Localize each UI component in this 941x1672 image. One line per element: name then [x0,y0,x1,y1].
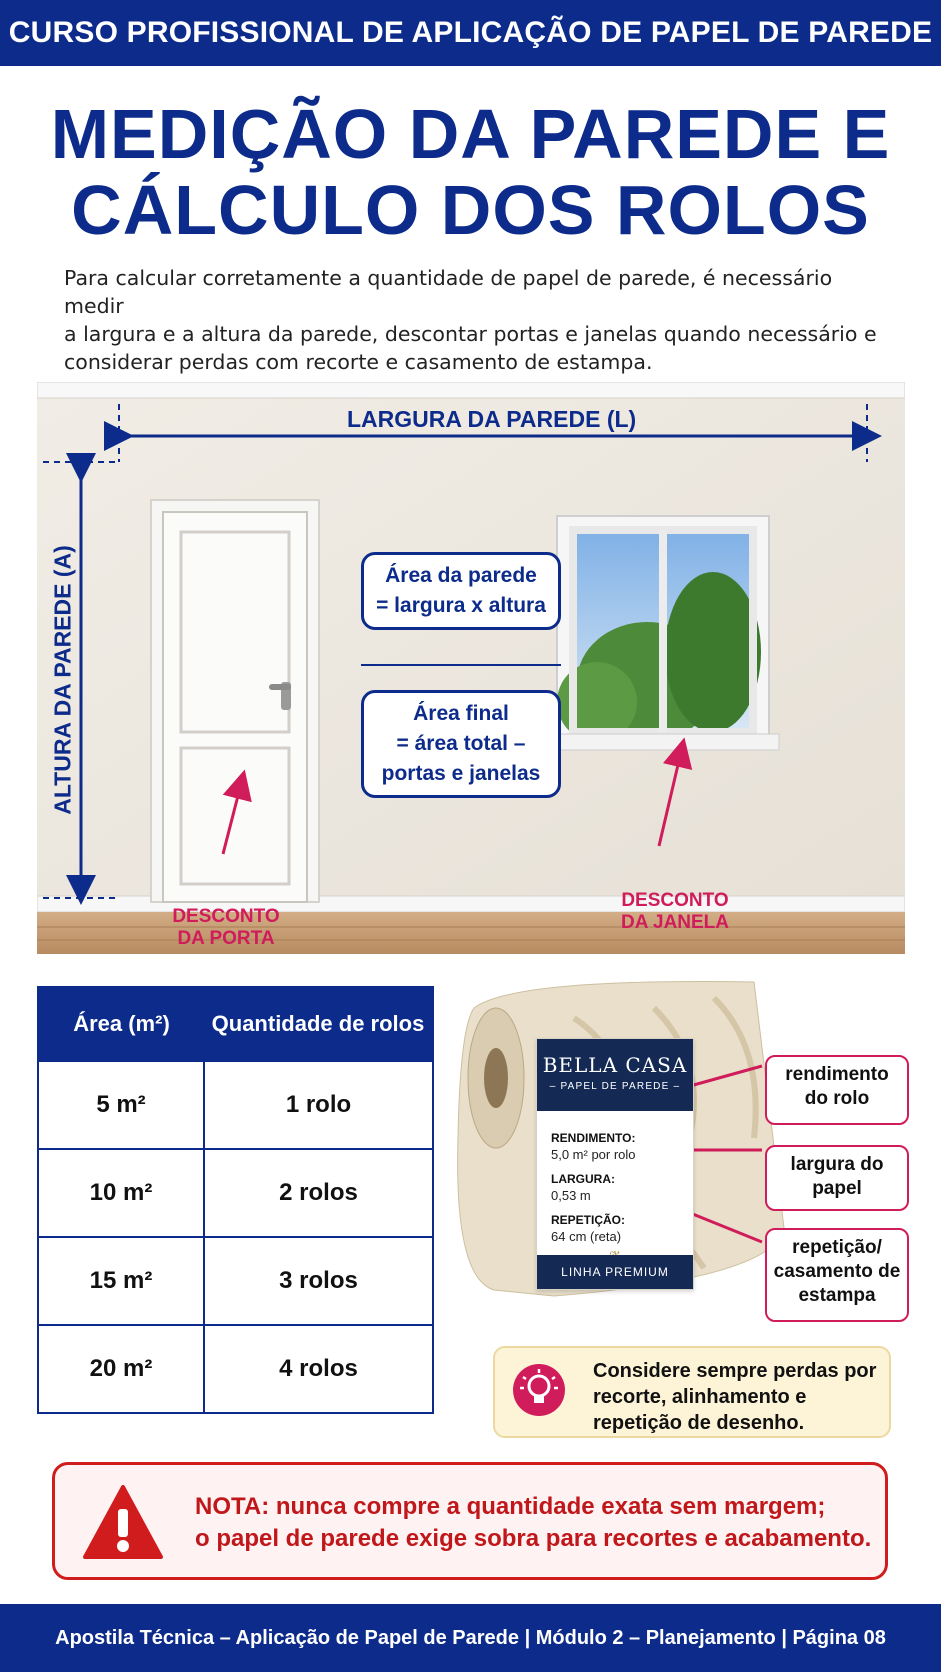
roll-label-header [537,1039,693,1111]
roll-width-key: LARGURA: [551,1172,615,1186]
callout-width-line1: largura do [790,1154,884,1175]
window-discount-label [615,890,735,934]
note-box [52,1462,888,1580]
table-cell-rolls: 4 rolos [204,1325,433,1413]
roll-repeat-key: REPETIÇÃO: [551,1213,626,1227]
roll-repeat-value: 64 cm (reta) [551,1229,622,1244]
roll-label-card [536,1038,694,1290]
door-discount-label [171,906,281,950]
table-cell-rolls: 1 rolo [204,1061,433,1149]
intro-paragraph [64,264,894,376]
table-row [38,1237,433,1325]
roll-width-value: 0,53 m [551,1188,591,1203]
height-label: ALTURA DA PAREDE (A) [49,545,76,815]
table-cell-area: 20 m² [38,1325,204,1413]
callout-yield-line2: do rolo [804,1088,870,1109]
table-header-area: Área (m²) [38,987,204,1061]
table-header-row [38,987,433,1061]
table-cell-area: 5 m² [38,1061,204,1149]
roll-brand: BELLA CASA [542,1053,688,1077]
table-cell-rolls: 2 rolos [204,1149,433,1237]
warning-icon [81,1483,165,1561]
callout-repeat-line2: casamento de [773,1261,901,1282]
roll-line: LINHA PREMIUM [537,1255,693,1289]
rolls-table [37,986,434,1414]
tip-line3: repetição de desenho. [593,1412,805,1434]
callout-width-line2: papel [812,1178,862,1199]
formula2-line2: = área total – [396,732,526,755]
wall-illustration [37,382,905,954]
formula2-line1: Área final [413,702,509,725]
roll-yield-key: RENDIMENTO: [551,1131,636,1145]
intro-line2: a largura e a altura da parede, descontar portas e janelas quando necessário e [64,322,877,346]
floor [37,912,905,954]
note-text [195,1491,871,1555]
roll-subtitle: – PAPEL DE PAREDE – [549,1081,681,1092]
tip-box [493,1346,891,1438]
header-title: CURSO PROFISSIONAL DE APLICAÇÃO DE PAPEL DE PAREDE [8,16,933,49]
footer-bar [0,1604,941,1672]
tip-line2: recorte, alinhamento e [593,1386,807,1408]
window-discount-line2: DA JANELA [620,912,730,933]
table-cell-rolls: 3 rolos [204,1237,433,1325]
page-title [0,96,941,248]
note-line1-text: nunca compre a quantidade exata sem margem; [269,1493,826,1520]
header-bar [0,0,941,66]
door [151,500,319,902]
callout-yield [765,1055,909,1125]
table-header-rolls: Quantidade de rolos [204,987,433,1061]
formula2-line3: portas e janelas [381,762,541,785]
lightbulb-icon [513,1364,565,1416]
table-row [38,1325,433,1413]
wall-scene-graphic [37,382,905,954]
callout-repeat-line3: estampa [798,1285,876,1306]
roll-label-body [537,1111,693,1265]
table-cell-area: 15 m² [38,1237,204,1325]
callout-repeat [765,1228,909,1322]
page-title-line1: MEDIÇÃO DA PAREDE E [50,95,891,173]
formula-wall-area [361,552,561,630]
callout-yield-line1: rendimento [785,1064,889,1085]
table-row [38,1061,433,1149]
formula1-line1: Área da parede [385,564,537,587]
window-discount-line1: DESCONTO [621,890,729,911]
window [547,516,779,750]
intro-line3: considerar perdas com recorte e casamento de estampa. [64,350,653,374]
note-line2: o papel de parede exige sobra para recortes e acabamento. [195,1525,872,1552]
note-line1 [195,1491,871,1523]
door-discount-line1: DESCONTO [172,906,280,927]
formula-final-area [361,690,561,798]
intro-line1: Para calcular corretamente a quantidade de papel de parede, é necessário medir [64,266,833,318]
roll-yield-value: 5,0 m² por rolo [551,1147,636,1162]
tip-line1: Considere sempre perdas por [593,1360,877,1382]
callout-repeat-line1: repetição/ [792,1237,882,1258]
note-key: NOTA: [195,1493,270,1520]
callout-width [765,1145,909,1211]
page-title-line2: CÁLCULO DOS ROLOS [71,171,870,249]
door-discount-line2: DA PORTA [177,928,275,949]
table-row [38,1149,433,1237]
table-cell-area: 10 m² [38,1149,204,1237]
formula1-line2: = largura x altura [376,594,546,617]
footer-text: Apostila Técnica – Aplicação de Papel de Parede | Módulo 2 – Planejamento | Página 08 [55,1626,886,1649]
width-label: LARGURA DA PAREDE (L) [347,406,637,432]
tip-text [593,1358,883,1436]
crown-molding [37,382,905,398]
formula-separator [361,664,561,666]
